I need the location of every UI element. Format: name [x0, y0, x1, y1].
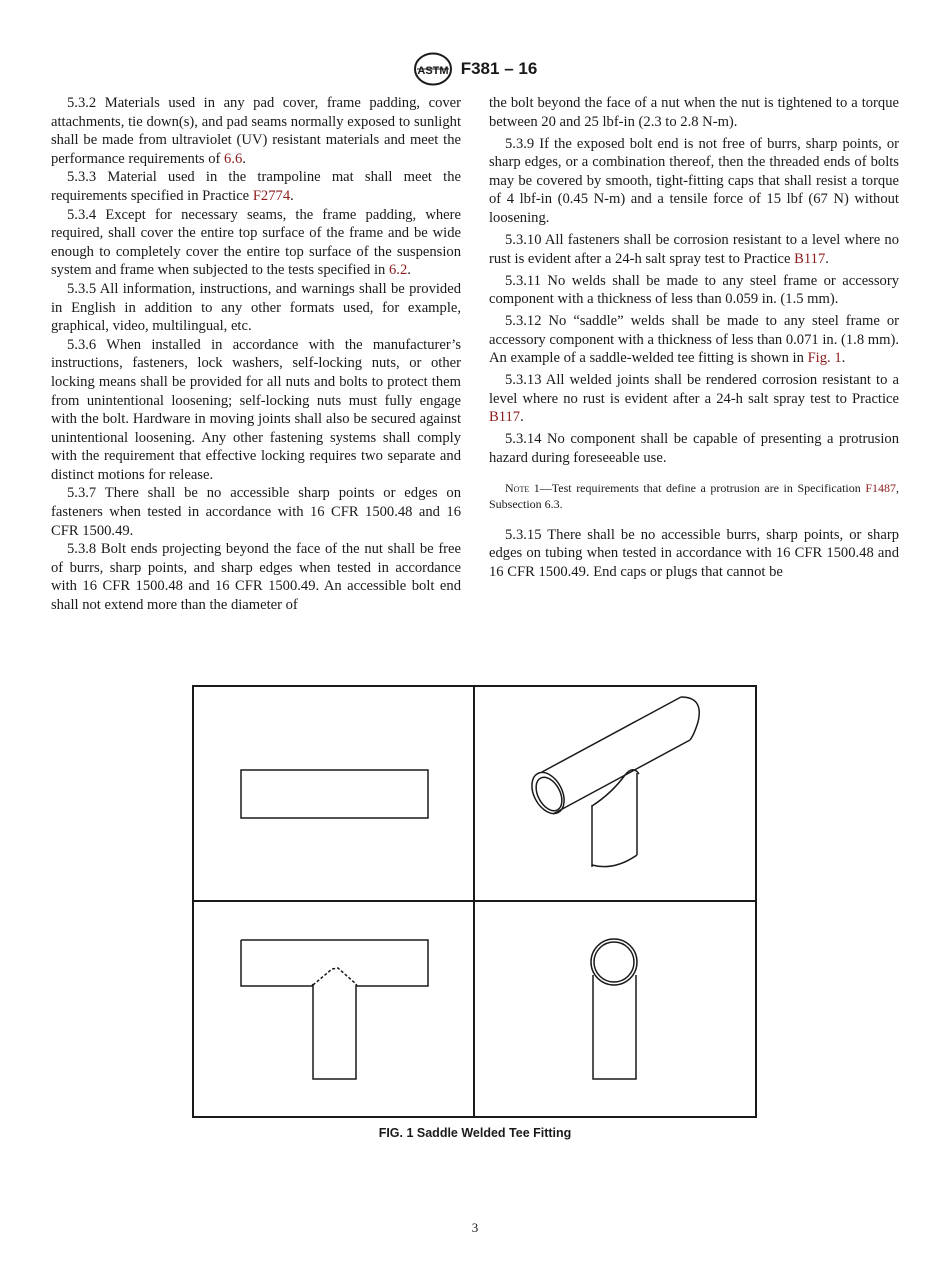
- section-5-3-4: 5.3.4 Except for necessary seams, the frame padding, where required, shall cover the entire top surface of the frame and be wide enough to completely cover the entire top surface of the suspension system and frame when subjected to the tests specified in 6.2.: [51, 206, 461, 279]
- right-column: [489, 94, 899, 585]
- note-label: Note 1: [505, 480, 540, 495]
- tee-isometric-view: [525, 697, 699, 867]
- section-5-3-9: 5.3.9 If the exposed bolt end is not free of burrs, sharp points, or sharp edges, or a combination thereof, then the threaded ends of bolts may be covered by smooth, tight-fitting caps that shall resist a torque of 4 lbf-in (0.45 N-m) and a tensile force of 15 lbf (67 N) without loosening.: [489, 135, 899, 226]
- astm-logo-icon: [413, 52, 453, 86]
- note-1: Note 1—Test requirements that define a protrusion are in Specification F1487, Subsection 6.3.: [489, 480, 900, 511]
- figure-1-saddle-tee: [192, 685, 757, 1118]
- tee-front-view: [241, 940, 428, 1079]
- page-number: 3: [471, 1220, 479, 1235]
- section-5-3-7: 5.3.7 There shall be no accessible sharp points or edges on fasteners when tested in accordance with 16 CFR 1500.48 and 16 CFR 1500.49.: [51, 485, 461, 539]
- ref-link-6-2[interactable]: 6.2: [389, 262, 408, 279]
- section-5-3-11: 5.3.11 No welds shall be made to any steel frame or accessory component with a thickness of less than 0.059 in. (1.5 mm).: [489, 272, 899, 308]
- page-header: [0, 52, 950, 86]
- section-5-3-10: 5.3.10 All fasteners shall be corrosion resistant to a level where no rust is evident after a 24-h salt spray test to Practice B117.: [489, 231, 899, 267]
- logo-text: ASTM: [417, 65, 449, 77]
- section-5-3-15: 5.3.15 There shall be no accessible burrs, sharp points, or sharp edges on tubing when tested in accordance with 16 CFR 1500.48 and 16 CFR 1500.49. End caps or plugs that cannot be: [489, 526, 899, 580]
- tube-side-view: [241, 770, 428, 818]
- left-column: [51, 94, 461, 615]
- standard-designation: F381 – 16: [460, 59, 538, 78]
- section-5-3-12: 5.3.12 No “saddle” welds shall be made to any steel frame or accessory component with a thickness of less than 0.071 in. (1.8 mm). An example of a saddle-welded tee fitting is shown in Fig. 1.: [489, 313, 899, 367]
- section-5-3-13: 5.3.13 All welded joints shall be rendered corrosion resistant to a level where no rust is evident after a 24-h salt spray test to Practice B117.: [489, 372, 899, 426]
- section-5-3-8-continued: the bolt beyond the face of a nut when the nut is tightened to a torque between 20 and 25 lbf-in (2.3 to 2.8 N-m).: [489, 95, 899, 130]
- ref-link-f2774[interactable]: F2774: [252, 187, 291, 204]
- section-5-3-14: 5.3.14 No component shall be capable of presenting a protrusion hazard during foreseeable use.: [489, 431, 899, 467]
- section-5-3-5: 5.3.5 All information, instructions, and warnings shall be provided in English in addition to any other formats used, for example, graphical, video, multilingual, etc.: [51, 280, 461, 335]
- ref-link-b117[interactable]: B117: [794, 250, 826, 267]
- tee-side-view: [591, 939, 637, 1079]
- section-5-3-2: 5.3.2 Materials used in any pad cover, frame padding, cover attachments, tie down(s), and pad seams normally exposed to sunlight shall be made from ultraviolet (UV) resistant materials and meet the performance requirements of 6.6.: [51, 95, 461, 167]
- ref-link-b117-2[interactable]: B117: [489, 409, 521, 426]
- section-5-3-6: 5.3.6 When installed in accordance with the manufacturer’s instructions, fasteners, lock washers, self-locking nuts, or other locking means shall be provided for all nuts and bolts to protect them from unintentional loosening; self-locking nuts must fully engage with the bolt. Hardware in moving joints shall also be secured against unintentional loosening. Any other fastening systems shall comply with the requirement that effective locking requires two separate and distinct motions for release.: [51, 336, 461, 483]
- ref-link-f1487[interactable]: F1487: [865, 480, 897, 495]
- section-5-3-3: 5.3.3 Material used in the trampoline mat shall meet the requirements specified in Practice F2774.: [51, 169, 461, 204]
- figure-caption: FIG. 1 Saddle Welded Tee Fitting: [378, 1126, 572, 1140]
- ref-link-fig-1[interactable]: Fig. 1: [807, 350, 842, 367]
- ref-link-6-6[interactable]: 6.6: [224, 150, 243, 167]
- section-5-3-8: 5.3.8 Bolt ends projecting beyond the face of the nut shall be free of burrs, sharp points, and sharp edges when tested in accordance with 16 CFR 1500.48 and 16 CFR 1500.49. An accessible bolt end shall not extend more than the diameter of: [51, 541, 461, 614]
